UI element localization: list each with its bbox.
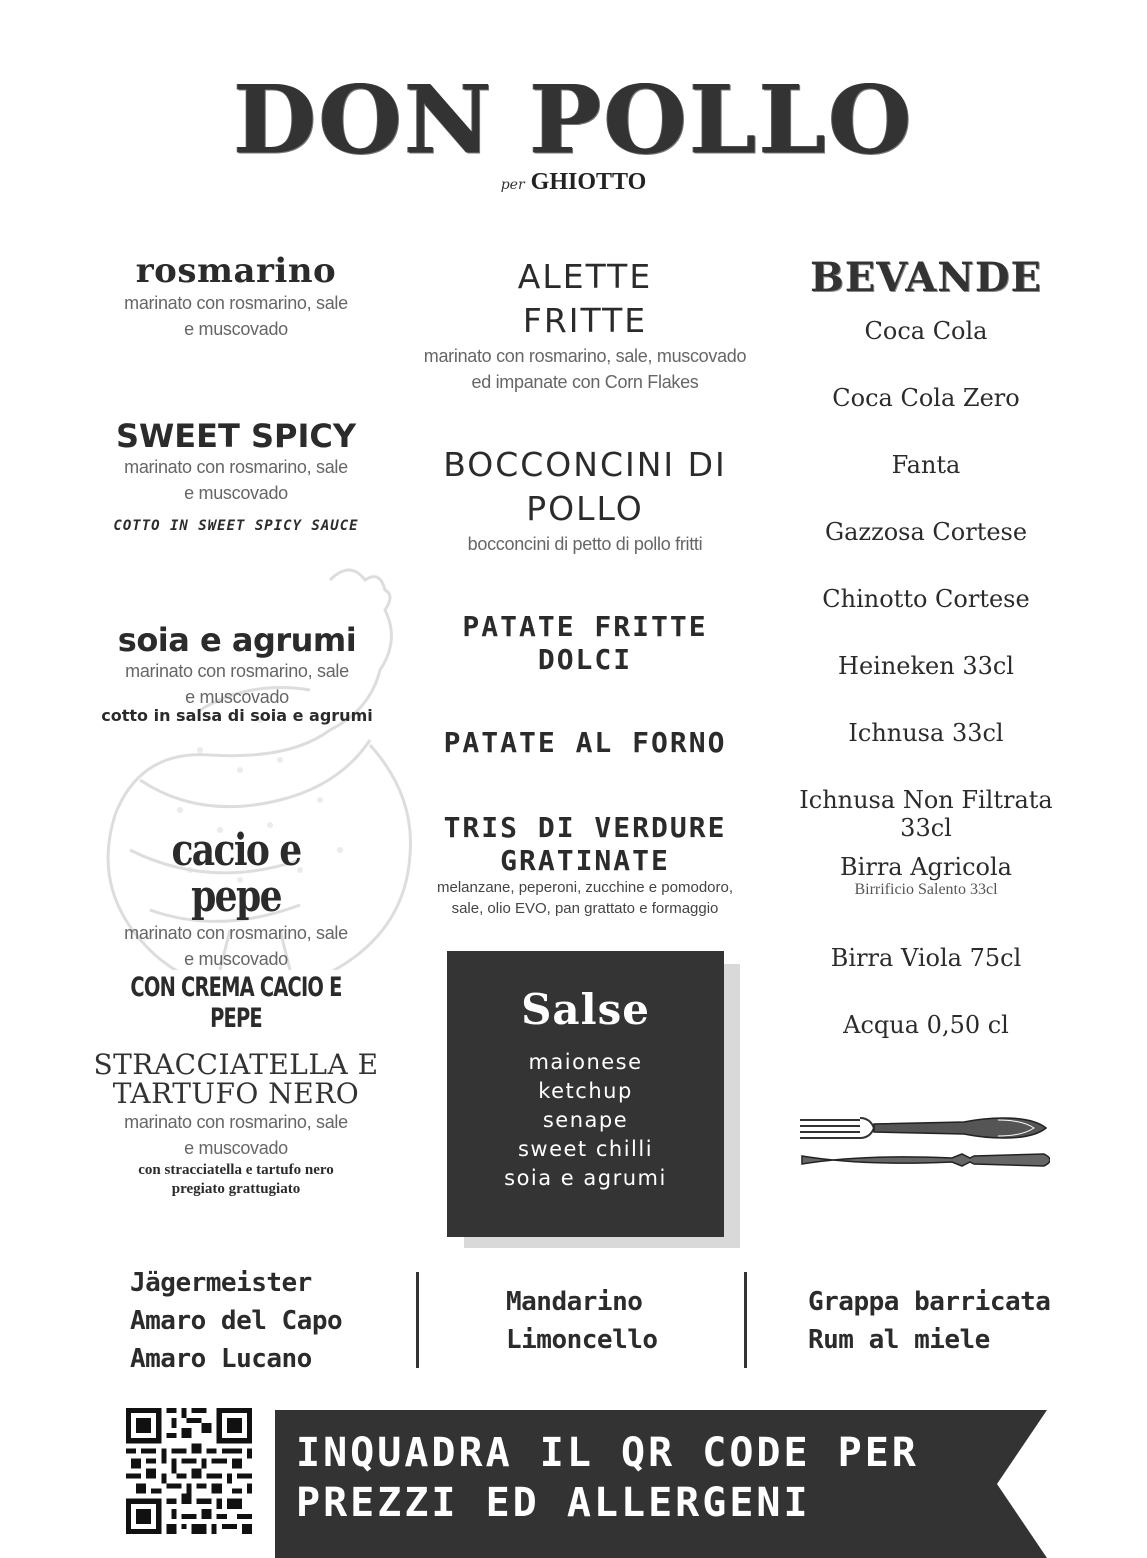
drink-item: Birra Viola 75cl	[830, 944, 1022, 972]
fork-and-knife-icon	[798, 1108, 1050, 1180]
dish-description: e muscovado	[184, 482, 288, 503]
dish-name: SWEET SPICY	[115, 417, 357, 455]
dish-name: PATATE AL FORNO	[443, 726, 727, 759]
dish-name: GRATINATE	[500, 844, 670, 877]
drink-item: Ichnusa 33cl	[848, 719, 1004, 747]
dish-description: e muscovado	[184, 1137, 288, 1158]
dish-note: pregiato grattugiato	[171, 1180, 301, 1197]
dish-description: marinato con rosmarino, sale	[124, 1111, 348, 1132]
liquor-item: Jägermeister	[130, 1268, 312, 1298]
dish-name: ALETTE	[517, 257, 653, 296]
dish-patate-fritte-dolci	[410, 610, 760, 676]
liquori-col-1	[130, 1264, 342, 1378]
dish-description: ed impanate con Corn Flakes	[471, 372, 699, 392]
salsa-item: senape	[542, 1108, 629, 1132]
dish-description: e muscovado	[185, 686, 289, 707]
liquor-item: Amaro del Capo	[130, 1306, 343, 1336]
liquor-item: Grappa barricata	[808, 1287, 1051, 1317]
dish-description: marinato con rosmarino, sale	[125, 660, 349, 681]
liquori-col-2	[506, 1283, 658, 1359]
drink-item: Gazzosa Cortese	[824, 518, 1028, 546]
bevande-title: BEVANDE	[810, 254, 1042, 301]
dish-description: marinato con rosmarino, sale	[124, 292, 348, 313]
drink-item: Chinotto Cortese	[822, 585, 1030, 613]
liquor-item: Amaro Lucano	[130, 1344, 312, 1374]
drink-item: Coca Cola Zero	[832, 384, 1020, 412]
dish-name: DOLCI	[537, 643, 633, 676]
dish-name: STRACCIATELLA E	[93, 1048, 379, 1081]
liquori-col-3	[808, 1283, 1050, 1359]
salse-title: Salse	[521, 985, 650, 1034]
divider	[416, 1272, 419, 1368]
dish-sweet-spicy	[96, 417, 376, 534]
dish-bocconcini	[410, 443, 760, 557]
dish-description: e muscovado	[184, 318, 288, 339]
divider	[744, 1272, 747, 1368]
footer-banner-text	[296, 1428, 919, 1528]
dish-name: TARTUFO NERO	[112, 1077, 360, 1111]
dish-name: POLLO	[526, 489, 644, 528]
dish-name: BOCCONCINI DI	[443, 445, 727, 484]
drink-item: Ichnusa Non Filtrata 33cl	[799, 786, 1053, 842]
salsa-item: ketchup	[538, 1079, 633, 1103]
dish-cacio-pepe	[96, 825, 376, 1035]
drink-item: Acqua 0,50 cl	[843, 1011, 1009, 1039]
salse-list	[447, 1048, 724, 1193]
dish-alette-fritte	[410, 255, 760, 395]
brand-sub-per: per	[500, 177, 525, 193]
salsa-item: soia e agrumi	[504, 1166, 667, 1190]
liquor-item: Mandarino	[506, 1287, 643, 1317]
drink-item-birra-agricola	[775, 853, 1077, 899]
liquor-item: Limoncello	[506, 1325, 658, 1355]
dish-tris-verdure	[410, 811, 760, 919]
qr-code-icon[interactable]	[126, 1408, 252, 1534]
brand-subtitle	[0, 170, 1147, 194]
dish-description: marinato con rosmarino, sale, muscovado	[423, 346, 747, 366]
dish-description: marinato con rosmarino, sale	[124, 456, 348, 477]
dish-name: PATATE FRITTE	[462, 610, 708, 643]
dish-patate-forno	[410, 726, 760, 759]
drink-item: Coca Cola	[864, 317, 988, 345]
dish-rosmarino	[96, 251, 376, 342]
dish-note: cotto in salsa di soia e agrumi	[101, 705, 373, 725]
dish-description: melanzane, peperoni, zucchine e pomodoro,	[436, 879, 734, 896]
footer-line: INQUADRA IL QR CODE PER	[296, 1430, 919, 1476]
dish-name: soia e agrumi	[117, 621, 357, 659]
dish-soia-agrumi	[92, 621, 382, 725]
dish-note: CON CREMA CACIO E PEPE	[130, 972, 342, 1035]
drink-subtitle: Birrificio Salento 33cl	[854, 881, 998, 898]
salsa-item: maionese	[528, 1050, 643, 1074]
brand-title: DON POLLO	[233, 64, 914, 175]
dish-note: con stracciatella e tartufo nero	[138, 1161, 334, 1178]
brand-sub-name: GHIOTTO	[530, 169, 647, 195]
drink-item: Heineken 33cl	[838, 652, 1014, 680]
dish-description: bocconcini di petto di pollo fritti	[467, 534, 703, 554]
drink-name: Birra Agricola	[840, 853, 1012, 881]
dish-name: cacio e pepe	[171, 825, 301, 923]
dish-stracciatella-tartufo	[86, 1050, 386, 1199]
dish-name: FRITTE	[522, 301, 648, 340]
salse-box	[447, 951, 724, 1237]
dish-name: TRIS DI VERDURE	[443, 811, 727, 844]
dish-name: rosmarino	[135, 251, 337, 291]
dish-note: COTTO IN SWEET SPICY SAUCE	[113, 517, 359, 534]
liquor-item: Rum al miele	[808, 1325, 990, 1355]
dish-description: marinato con rosmarino, sale	[124, 923, 348, 944]
footer-line: PREZZI ED ALLERGENI	[296, 1480, 811, 1526]
salsa-item: sweet chilli	[517, 1137, 654, 1161]
dish-description: e muscovado	[184, 949, 288, 970]
drink-item: Fanta	[891, 451, 961, 479]
dish-description: sale, olio EVO, pan grattato e formaggio	[451, 900, 719, 917]
